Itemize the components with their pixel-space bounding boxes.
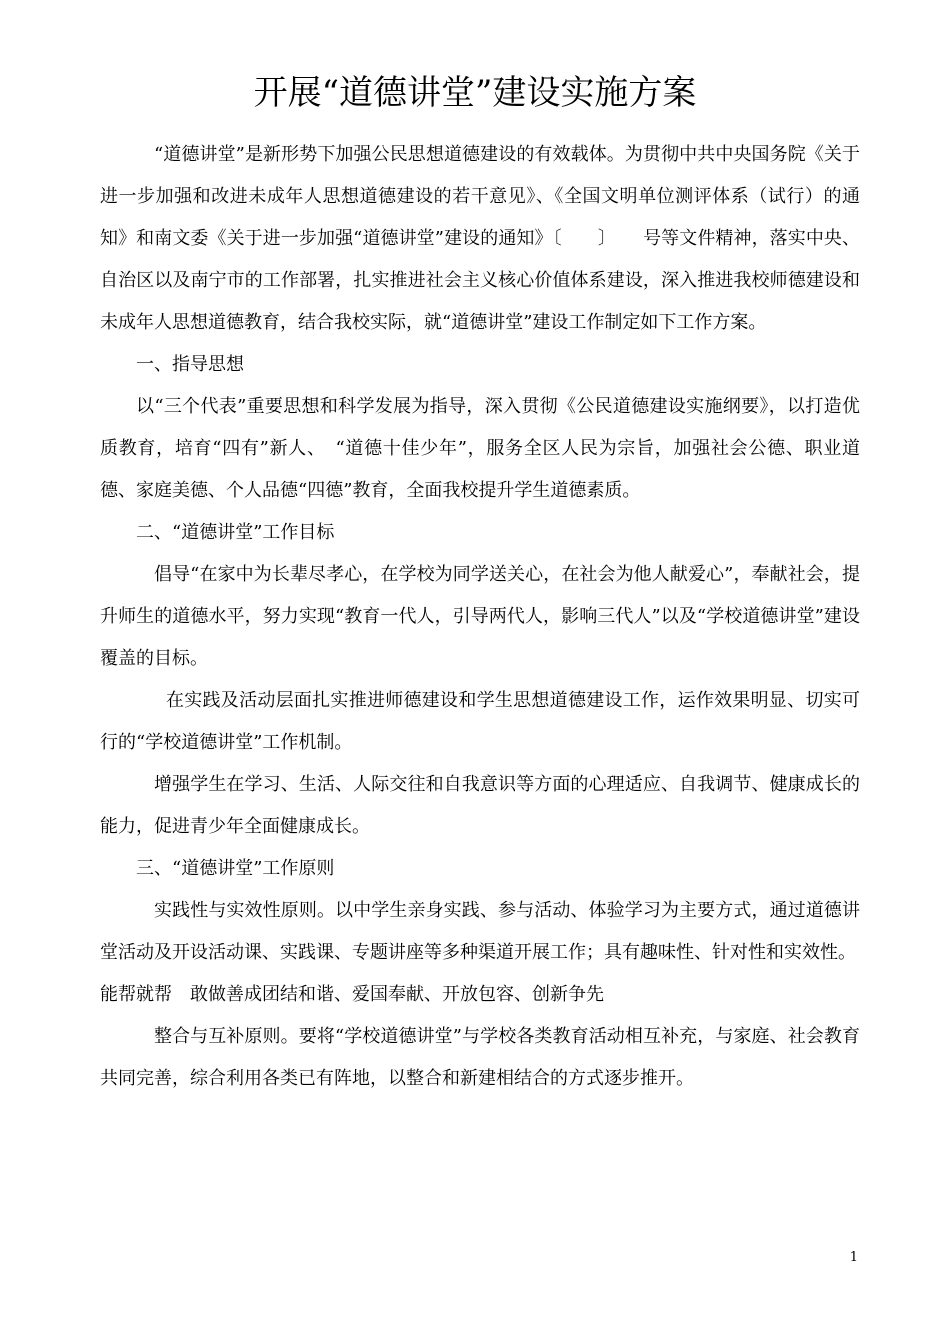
- work-goals-paragraph-3: 增强学生在学习、生活、人际交往和自我意识等方面的心理适应、自我调节、健康成长的能力，促进青少年全面健康成长。: [100, 774, 860, 837]
- section-heading-work-principles: 三、“道德讲堂”工作原则: [136, 858, 335, 879]
- work-principles-paragraph-1: 实践性与实效性原则。以中学生亲身实践、参与活动、体验学习为主要方式，通过道德讲堂活动及开设活动课、实践课、专题讲座等多种渠道开展工作；具有趣味性、针对性和实效性。: [100, 900, 860, 963]
- document-body: [100, 134, 860, 1100]
- page-number: 1: [849, 1250, 858, 1265]
- guiding-ideology-paragraph: 以“三个代表”重要思想和科学发展为指导，深入贯彻《公民道德建设实施纲要》，以打造优质教育，培育“四有”新人、 “道德十佳少年”，服务全区人民为宗旨，加强社会公德、职业道德、家庭美德、个人品德“四德”教育，全面我校提升学生道德素质。: [100, 396, 860, 501]
- section-heading-guiding-ideology: 一、指导思想: [136, 354, 244, 375]
- work-goals-paragraph-1: 倡导“在家中为长辈尽孝心，在学校为同学送关心，在社会为他人献爱心”，奉献社会，提升师生的道德水平，努力实现“教育一代人，引导两代人，影响三代人”以及“学校道德讲堂”建设覆盖的目标。: [100, 564, 860, 669]
- section-heading-work-goals: 二、“道德讲堂”工作目标: [136, 522, 335, 543]
- document-title: 开展“道德讲堂”建设实施方案: [253, 73, 697, 113]
- intro-paragraph: “道德讲堂”是新形势下加强公民思想道德建设的有效载体。为贯彻中共中央国务院《关于进一步加强和改进未成年人思想道德建设的若干意见》、《全国文明单位测评体系（试行）的通知》和南文委《关于进一步加强“道德讲堂”建设的通知》〔 〕 号等文件精神，落实中央、自治区以及南宁市的工作部署，扎实推进社会主义核心价值体系建设，深入推进我校师德建设和未成年人思想道德教育，结合我校实际，就“道德讲堂”建设工作制定如下工作方案。: [100, 144, 860, 333]
- work-principles-slogan-line: 能帮就帮 敢做善成团结和谐、爱国奉献、开放包容、创新争先: [100, 984, 604, 1005]
- work-principles-paragraph-2: 整合与互补原则。要将“学校道德讲堂”与学校各类教育活动相互补充，与家庭、社会教育共同完善，综合利用各类已有阵地，以整合和新建相结合的方式逐步推开。: [100, 1026, 860, 1089]
- work-goals-paragraph-2: 在实践及活动层面扎实推进师德建设和学生思想道德建设工作，运作效果明显、切实可行的“学校道德讲堂”工作机制。: [100, 690, 860, 753]
